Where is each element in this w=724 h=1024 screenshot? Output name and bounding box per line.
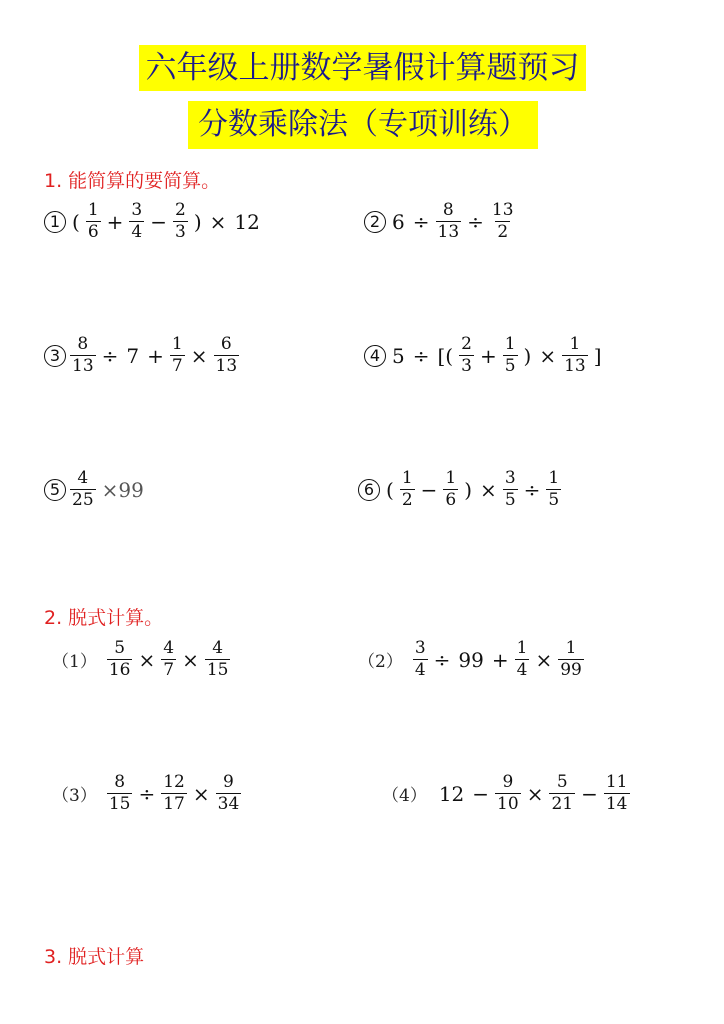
fraction: $\frac{1}{5}$ [548,468,560,510]
math-token: ] [593,343,602,368]
problem-label: 5 [44,479,66,501]
fraction: $\frac{1}{5}$ [504,334,516,376]
math-token: ) [464,477,473,502]
problem-label: 4 [364,345,386,367]
section-3-heading: 3. 脱式计算 [44,946,145,968]
math-token: + [479,343,497,368]
problem-label: 6 [358,479,380,501]
math-token: 12 [438,781,465,806]
fraction: $\frac{3}{4}$ [414,638,426,680]
problem-label: （4） [382,786,427,806]
math-token: ) [523,343,532,368]
problem-label: （1） [52,652,97,672]
section-1-heading: 1. 能简算的要简算。 [44,170,221,192]
problem-1-5 [44,470,148,509]
fraction: $\frac{1}{6}$ [87,200,99,242]
fraction: $\frac{4}{7}$ [163,638,175,680]
fraction: $\frac{9}{34}$ [217,772,240,814]
math-token: ÷ [412,343,430,368]
problem-label: （2） [358,652,403,672]
fraction: $\frac{1}{6}$ [445,468,457,510]
section-2-heading: 2. 脱式计算。 [44,607,164,629]
problem-1-2 [364,202,518,241]
math-token: + [491,647,509,672]
math-token: 7 [126,343,140,368]
math-token: × [480,477,497,502]
fraction: $\frac{4}{15}$ [206,638,229,680]
math-token: 12 [234,209,260,234]
problem-2-1 [52,640,232,679]
fraction: $\frac{2}{3}$ [461,334,472,376]
fraction: $\frac{3}{4}$ [131,200,143,242]
fraction: $\frac{8}{13}$ [437,200,460,242]
fraction: $\frac{1}{7}$ [171,334,183,376]
math-token: + [147,343,164,368]
math-token: 99 [458,647,484,672]
math-token: [( [437,343,454,368]
fraction: $\frac{8}{15}$ [108,772,131,814]
math-token: × [526,781,544,806]
math-token: − [472,781,490,806]
problem-1-3 [44,336,241,375]
math-token: ÷ [467,209,484,234]
math-token: ) [193,209,202,234]
fraction: $\frac{1}{4}$ [516,638,528,680]
math-token: ÷ [101,343,119,368]
fraction: $\frac{2}{3}$ [175,200,186,242]
problem-2-2 [358,640,586,679]
math-token: ( [72,209,80,234]
math-token: + [106,209,124,234]
fraction: $\frac{13}{2}$ [491,200,514,242]
math-token: − [581,781,598,806]
fraction: $\frac{3}{5}$ [504,468,516,510]
worksheet-subtitle: 分数乘除法（专项训练） [188,101,538,149]
problem-label: 3 [44,345,66,367]
fraction: $\frac{6}{13}$ [215,334,238,376]
fraction: $\frac{1}{99}$ [560,638,582,680]
math-token: × [138,647,156,672]
fraction: $\frac{1}{13}$ [564,334,586,376]
math-token: × [535,647,553,672]
problem-label: （3） [52,786,97,806]
math-token: 6 [392,209,405,234]
fraction: $\frac{12}{17}$ [163,772,185,814]
math-token: ÷ [433,647,451,672]
fraction: $\frac{9}{10}$ [497,772,519,814]
math-token: − [420,477,438,502]
problem-label: 2 [364,211,386,233]
fraction: $\frac{4}{25}$ [72,468,94,510]
fraction: $\frac{1}{2}$ [401,468,413,510]
math-token: ÷ [138,781,156,806]
worksheet-title: 六年级上册数学暑假计算题预习 [139,45,586,91]
fraction: $\frac{11}{14}$ [605,772,628,814]
fraction: $\frac{8}{13}$ [72,334,94,376]
math-token: × [192,781,210,806]
problem-1-6 [358,470,563,509]
math-token: − [150,209,167,234]
problem-2-3 [52,774,243,813]
problem-2-4 [382,774,632,813]
problem-1-4 [364,336,606,375]
fraction: $\frac{5}{21}$ [551,772,574,814]
math-token: × [190,343,208,368]
math-token: ÷ [523,477,541,502]
math-token: ×99 [101,477,144,502]
math-token: 5 [392,343,405,368]
fraction: $\frac{5}{16}$ [108,638,131,680]
problem-1-1 [44,202,264,241]
math-token: × [209,209,227,234]
math-token: ( [386,477,394,502]
problem-label: 1 [44,211,66,233]
math-token: × [182,647,199,672]
math-token: × [539,343,557,368]
math-token: ÷ [412,209,430,234]
